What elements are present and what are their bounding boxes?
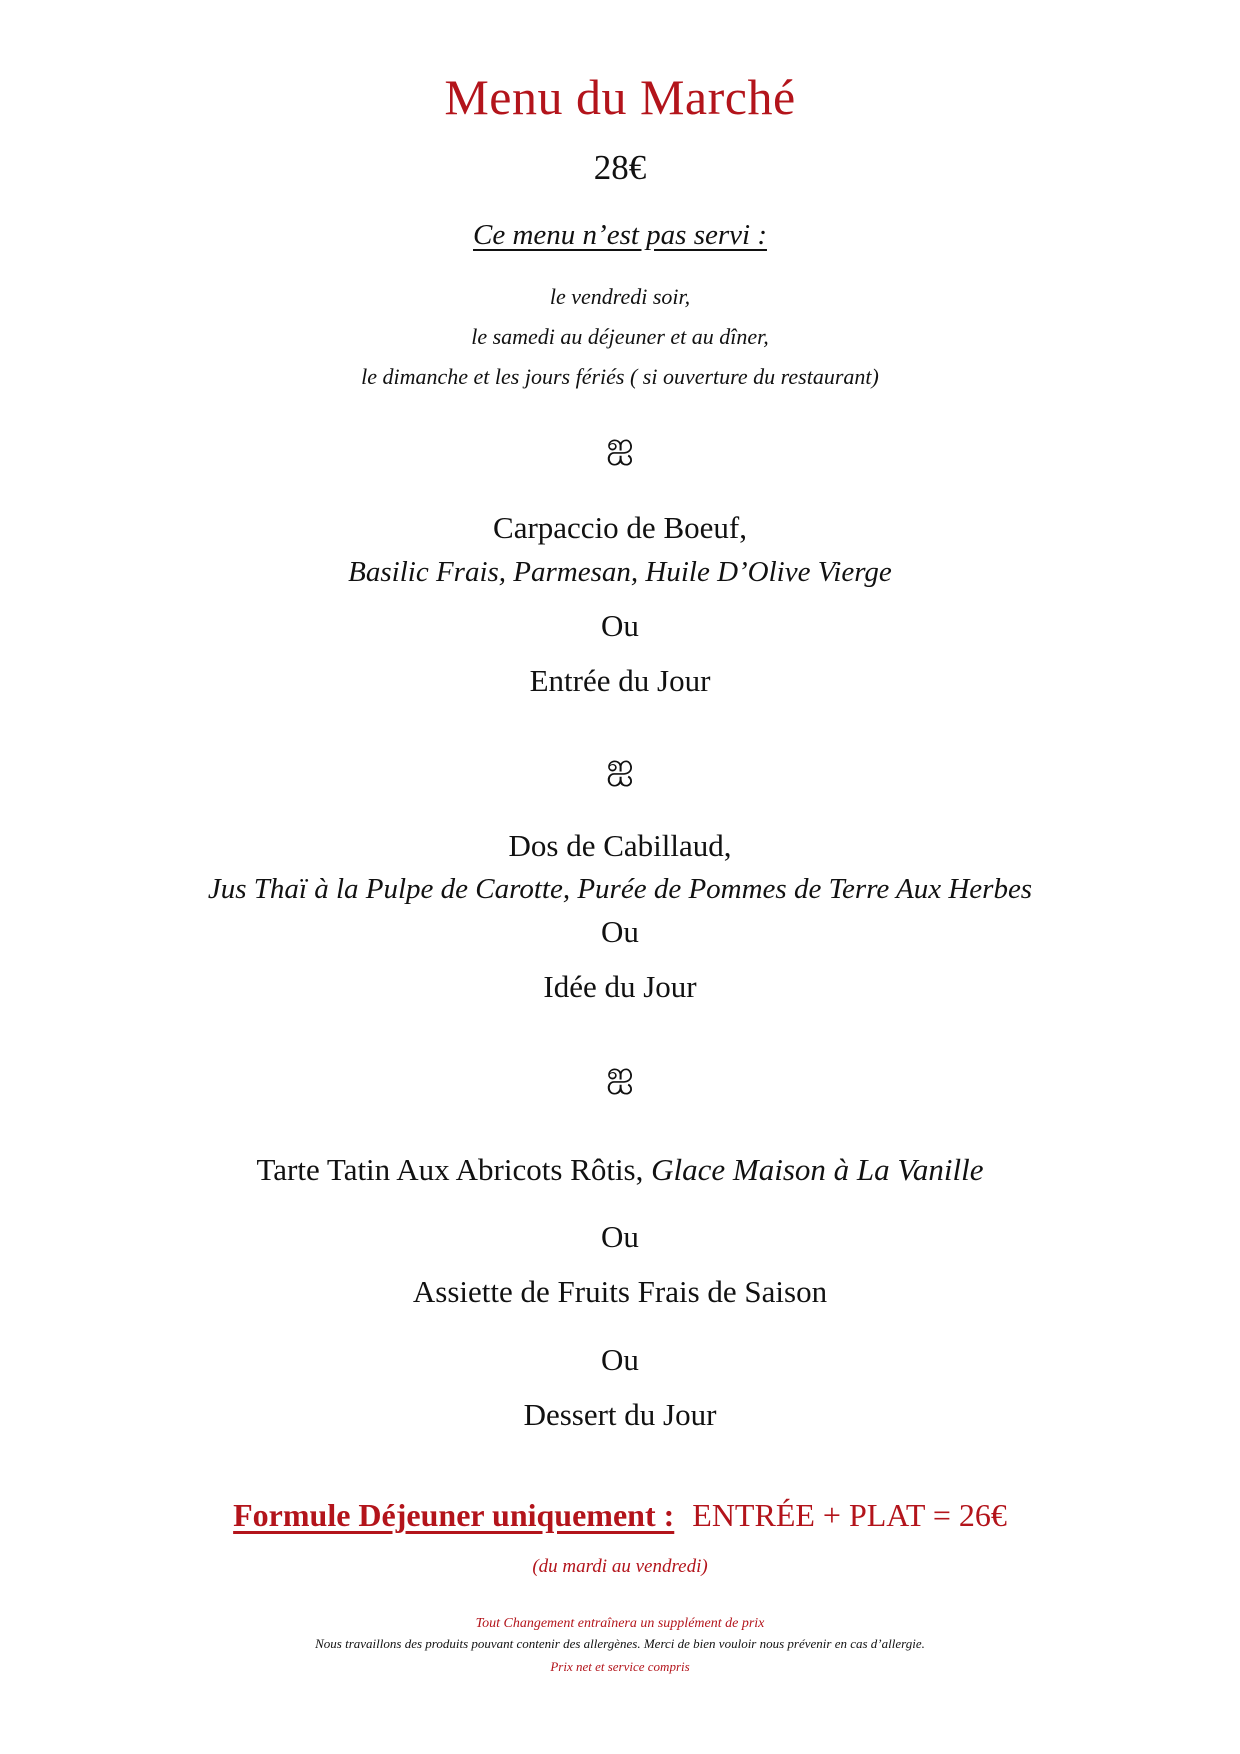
footer-price-note: Prix net et service compris [550, 1659, 690, 1674]
formula-label: Formule Déjeuner uniquement : [233, 1497, 675, 1533]
dessert-detail: Glace Maison à La Vanille [651, 1152, 984, 1187]
ornament-divider-icon: ஐ [606, 746, 634, 786]
footer-allergen-note: Nous travaillons des produits pouvant contenir des allergènes. Merci de bien vouloir nous prévenir en cas d’allergie. [315, 1636, 925, 1651]
formula-offer: ENTRÉE + PLAT = 26€ [692, 1497, 1007, 1533]
menu-price: 28€ [593, 148, 647, 187]
entree-or-label: Ou [601, 608, 639, 643]
plat-alternative: Idée du Jour [543, 969, 697, 1004]
plat-detail: Jus Thaï à la Pulpe de Carotte, Purée de Pommes de Terre Aux Herbes [207, 873, 1033, 905]
menu-title: Menu du Marché [444, 69, 796, 125]
condition-saturday: le samedi au déjeuner et au dîner, [471, 324, 769, 349]
dessert-alternative-1: Assiette de Fruits Frais de Saison [412, 1274, 828, 1309]
entree-dish: Carpaccio de Boeuf, [493, 510, 747, 545]
condition-sunday-holidays: le dimanche et les jours fériés ( si ouverture du restaurant) [361, 364, 879, 389]
footer-supplement-note: Tout Changement entraînera un supplément de prix [475, 1616, 765, 1631]
dessert-line [0, 1152, 1240, 1188]
entree-alternative: Entrée du Jour [529, 663, 711, 698]
ornament-divider-icon: ஐ [606, 425, 634, 465]
dessert-or-label-1: Ou [601, 1219, 639, 1254]
dessert-dish: Tarte Tatin Aux Abricots Rôtis, [256, 1152, 644, 1187]
plat-or-label: Ou [601, 914, 639, 949]
ornament-divider-icon: ஐ [606, 1054, 634, 1094]
entree-detail: Basilic Frais, Parmesan, Huile D’Olive Vierge [348, 556, 892, 588]
lunch-formula [0, 1497, 1240, 1534]
dessert-or-label-2: Ou [601, 1342, 639, 1377]
plat-dish: Dos de Cabillaud, [508, 828, 732, 863]
dessert-alternative-2: Dessert du Jour [523, 1397, 717, 1432]
service-notice: Ce menu n’est pas servi : [473, 219, 767, 251]
formula-days: (du mardi au vendredi) [532, 1556, 708, 1577]
condition-friday: le vendredi soir, [549, 284, 691, 309]
